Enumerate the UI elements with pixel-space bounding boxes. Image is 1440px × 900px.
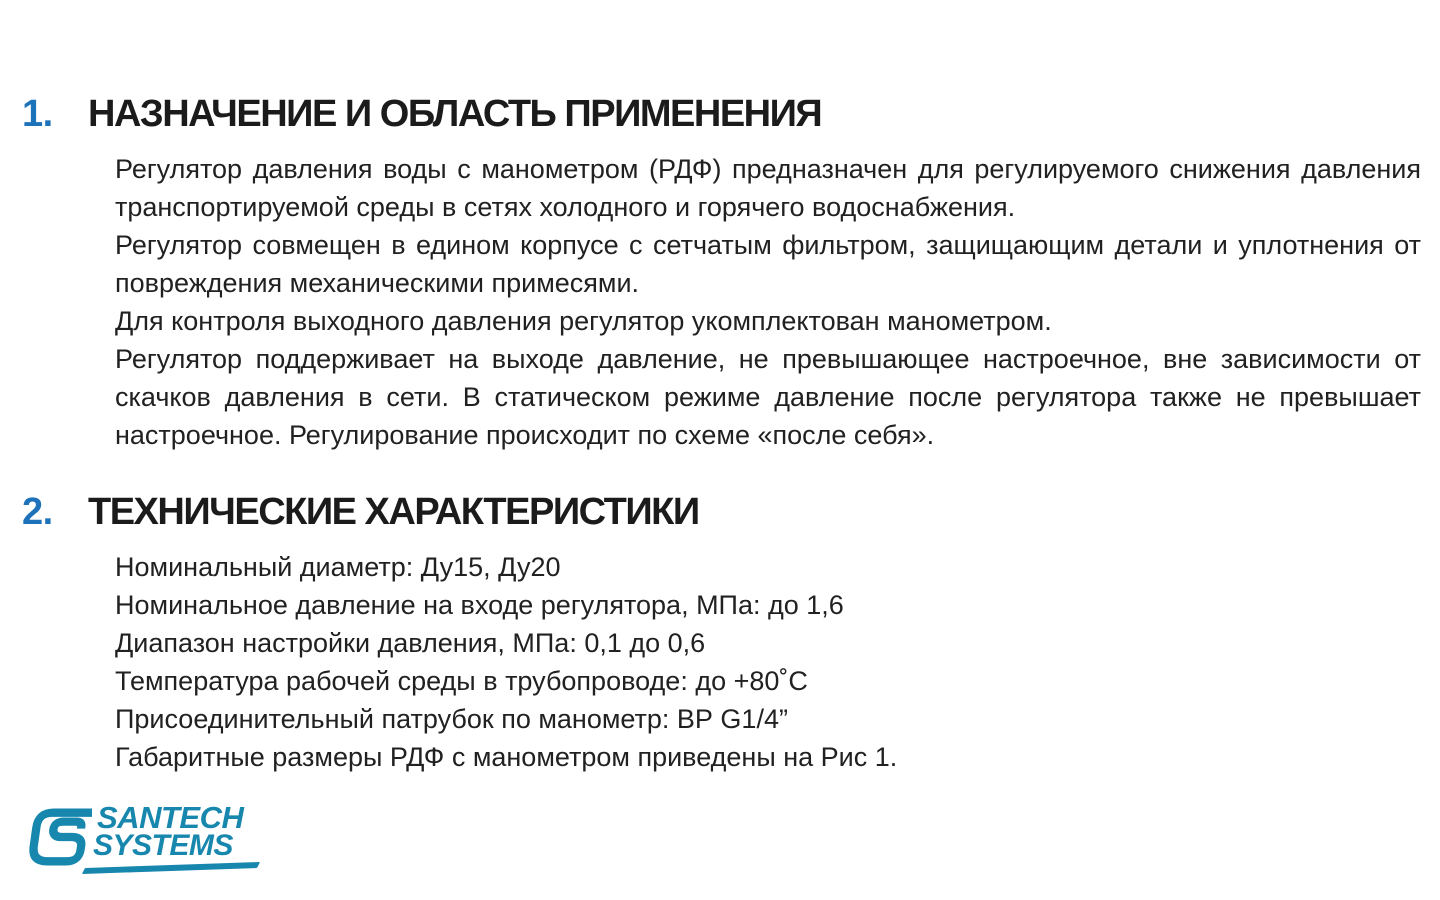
logo-s-icon	[28, 794, 92, 880]
spec-item: Номинальное давление на входе регулятора, МПа: до 1,6	[115, 590, 844, 620]
logo-text-line1: SANTECH	[97, 800, 244, 835]
section-body	[115, 150, 1421, 454]
logo-wordmark	[93, 794, 257, 871]
spec-item: Температура рабочей среды в трубопроводе: до +80˚С	[115, 666, 808, 696]
paragraph: Регулятор поддерживает на выходе давление, не превышающее настроечное, вне зависимости от скачков давления в сети. В статическом режиме давление после регулятора также не превышает настроечное. Регулирование происходит по схеме «после себя».	[115, 344, 1421, 450]
spec-item: Номинальный диаметр: Ду15, Ду20	[115, 552, 561, 582]
logo-text-line2: SYSTEMS	[93, 829, 233, 862]
paragraph: Регулятор совмещен в едином корпусе с сетчатым фильтром, защищающим детали и уплотнения от повреждения механическими примесями.	[115, 230, 1421, 298]
spec-item: Присоединительный патрубок по манометр: ВР G1/4”	[115, 704, 788, 734]
section-heading	[0, 490, 1440, 534]
logo-underline	[82, 862, 260, 874]
section-number: 2.	[22, 491, 53, 533]
paragraph: Для контроля выходного давления регулятор укомплектован манометром.	[115, 306, 1052, 336]
logo-santech-systems	[28, 794, 257, 880]
spec-list	[115, 548, 1421, 776]
section-purpose	[0, 92, 1440, 454]
section-number: 1.	[22, 93, 53, 135]
section-title: НАЗНАЧЕНИЕ И ОБЛАСТЬ ПРИМЕНЕНИЯ	[88, 93, 822, 135]
spec-item: Габаритные размеры РДФ с манометром приведены на Рис 1.	[115, 742, 898, 772]
spec-item: Диапазон настройки давления, МПа: 0,1 до 0,6	[115, 628, 706, 658]
section-heading	[0, 92, 1440, 136]
section-specs	[0, 490, 1440, 776]
paragraph: Регулятор давления воды с манометром (РДФ) предназначен для регулируемого снижения давления транспортируемой среды в сетях холодного и горячего водоснабжения.	[115, 154, 1421, 222]
section-title: ТЕХНИЧЕСКИЕ ХАРАКТЕРИСТИКИ	[88, 491, 699, 533]
